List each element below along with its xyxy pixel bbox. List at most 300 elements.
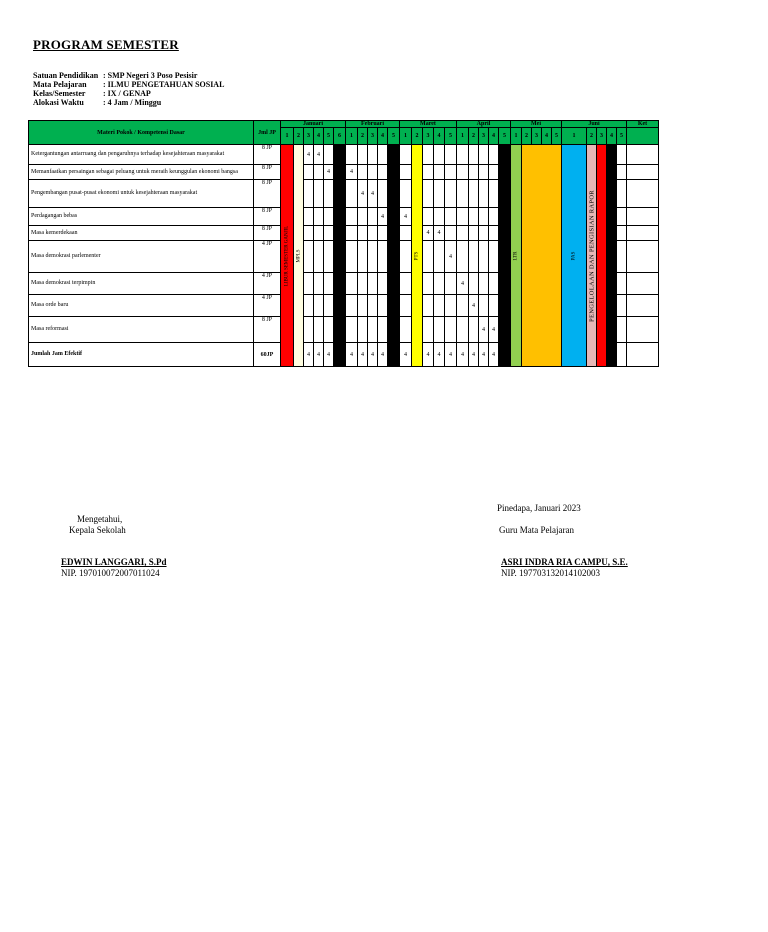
header-week: 2 bbox=[587, 128, 597, 145]
week-cell bbox=[445, 208, 457, 226]
week-cell bbox=[499, 317, 511, 343]
header-week: 6 bbox=[334, 128, 346, 145]
week-cell bbox=[400, 180, 412, 208]
meta-row-satuan bbox=[33, 71, 224, 80]
week-cell bbox=[314, 241, 324, 273]
week-cell bbox=[378, 226, 388, 241]
header-month-april: April bbox=[457, 121, 511, 128]
jp-cell: 8 JP bbox=[254, 145, 281, 165]
week-cell: 4 bbox=[324, 165, 334, 180]
week-cell: 4 bbox=[400, 343, 412, 367]
total-jp: 60JP bbox=[254, 343, 281, 367]
week-cell bbox=[304, 317, 314, 343]
week-cell bbox=[388, 241, 400, 273]
schedule-block-black bbox=[607, 145, 617, 367]
week-cell bbox=[358, 145, 368, 165]
week-cell bbox=[499, 165, 511, 180]
week-cell bbox=[445, 295, 457, 317]
week-cell bbox=[314, 317, 324, 343]
week-cell bbox=[499, 145, 511, 165]
jp-cell: 8 JP bbox=[254, 208, 281, 226]
week-cell bbox=[378, 145, 388, 165]
ket-cell bbox=[627, 273, 659, 295]
header-week: 4 bbox=[607, 128, 617, 145]
week-cell: 4 bbox=[378, 208, 388, 226]
week-cell bbox=[499, 226, 511, 241]
week-cell bbox=[400, 226, 412, 241]
week-cell bbox=[489, 226, 499, 241]
week-cell bbox=[434, 180, 445, 208]
week-cell bbox=[378, 273, 388, 295]
meta-value: : IX / GENAP bbox=[103, 89, 151, 98]
week-cell bbox=[378, 180, 388, 208]
week-cell bbox=[368, 208, 378, 226]
week-cell: 4 bbox=[304, 145, 314, 165]
week-cell bbox=[346, 180, 358, 208]
materi-cell: Ketergantungan antarruang dan pengaruhnya terhadap kesejahteraan masyarakat bbox=[29, 145, 254, 165]
schedule-label-mpls: MPLS bbox=[296, 248, 301, 263]
week-cell bbox=[368, 295, 378, 317]
week-cell bbox=[358, 241, 368, 273]
week-cell bbox=[378, 241, 388, 273]
week-cell bbox=[334, 226, 346, 241]
header-week: 3 bbox=[479, 128, 489, 145]
ket-cell bbox=[627, 180, 659, 208]
week-cell bbox=[457, 165, 469, 180]
week-cell bbox=[400, 145, 412, 165]
program-semester-table bbox=[28, 120, 659, 367]
week-cell bbox=[346, 241, 358, 273]
week-cell bbox=[368, 273, 378, 295]
header-month-mei: Mei bbox=[511, 121, 562, 128]
week-cell bbox=[368, 226, 378, 241]
week-cell bbox=[358, 295, 368, 317]
week-cell bbox=[324, 241, 334, 273]
header-week: 3 bbox=[368, 128, 378, 145]
week-cell bbox=[617, 226, 627, 241]
week-cell bbox=[489, 273, 499, 295]
week-cell bbox=[346, 295, 358, 317]
week-cell bbox=[434, 208, 445, 226]
meta-value: : ILMU PENGETAHUAN SOSIAL bbox=[103, 80, 225, 89]
schedule-label-pts: PTS bbox=[414, 251, 420, 260]
week-cell bbox=[469, 241, 479, 273]
materi-cell: Pengembangan pusat-pusat ekonomi untuk kesejahteraan masyarakat bbox=[29, 180, 254, 208]
week-cell bbox=[479, 295, 489, 317]
week-cell bbox=[388, 226, 400, 241]
header-week: 2 bbox=[522, 128, 532, 145]
week-cell bbox=[304, 295, 314, 317]
signature-right-nip: NIP. 197703132014102003 bbox=[501, 568, 601, 578]
signature-right-role: Guru Mata Pelajaran bbox=[499, 525, 574, 535]
week-cell bbox=[469, 226, 479, 241]
week-cell bbox=[423, 295, 434, 317]
header-week: 3 bbox=[532, 128, 542, 145]
week-cell bbox=[457, 241, 469, 273]
week-cell bbox=[346, 273, 358, 295]
week-cell bbox=[423, 145, 434, 165]
week-cell bbox=[334, 208, 346, 226]
week-cell: 4 bbox=[368, 343, 378, 367]
header-week: 5 bbox=[552, 128, 562, 145]
week-cell bbox=[358, 317, 368, 343]
meta-row-mapel bbox=[33, 80, 224, 89]
materi-cell: Masa demokrasi parlementer bbox=[29, 241, 254, 273]
week-cell: 4 bbox=[445, 343, 457, 367]
header-week: 4 bbox=[489, 128, 499, 145]
ket-cell bbox=[627, 226, 659, 241]
header-week: 1 bbox=[281, 128, 294, 145]
week-cell: 4 bbox=[368, 180, 378, 208]
header-week: 1 bbox=[562, 128, 587, 145]
week-cell bbox=[400, 317, 412, 343]
schedule-block-pas bbox=[562, 145, 587, 367]
ket-cell bbox=[627, 241, 659, 273]
meta-row-kelas bbox=[33, 89, 224, 98]
week-cell bbox=[423, 241, 434, 273]
week-cell bbox=[368, 145, 378, 165]
week-cell: 4 bbox=[324, 343, 334, 367]
meta-label: Mata Pelajaran bbox=[33, 80, 87, 89]
week-cell bbox=[434, 317, 445, 343]
week-cell bbox=[434, 241, 445, 273]
page-title: PROGRAM SEMESTER bbox=[33, 37, 179, 52]
week-cell bbox=[378, 165, 388, 180]
signature-left-nip: NIP. 197010072007011024 bbox=[61, 568, 160, 578]
week-cell bbox=[617, 273, 627, 295]
header-week: 5 bbox=[445, 128, 457, 145]
week-cell bbox=[378, 295, 388, 317]
week-cell: 4 bbox=[489, 343, 499, 367]
ket-cell bbox=[627, 295, 659, 317]
week-cell bbox=[617, 295, 627, 317]
week-cell bbox=[346, 145, 358, 165]
header-week: 1 bbox=[400, 128, 412, 145]
week-cell: 4 bbox=[358, 343, 368, 367]
week-cell bbox=[457, 180, 469, 208]
week-cell bbox=[423, 317, 434, 343]
week-cell: 4 bbox=[434, 343, 445, 367]
week-cell bbox=[400, 273, 412, 295]
week-cell bbox=[368, 241, 378, 273]
week-cell bbox=[324, 180, 334, 208]
schedule-label-rapor: PENGELOLAAN DAN PENGISIAN RAPOR bbox=[588, 189, 595, 322]
meta-label: Satuan Pendidikan bbox=[33, 71, 99, 80]
week-cell bbox=[469, 273, 479, 295]
week-cell bbox=[314, 226, 324, 241]
week-cell bbox=[324, 273, 334, 295]
week-cell: 4 bbox=[378, 343, 388, 367]
week-cell bbox=[334, 273, 346, 295]
week-cell bbox=[469, 208, 479, 226]
week-cell: 4 bbox=[457, 343, 469, 367]
week-cell: 4 bbox=[314, 145, 324, 165]
schedule-block-rapor bbox=[587, 145, 597, 367]
week-cell bbox=[423, 208, 434, 226]
week-cell bbox=[304, 241, 314, 273]
week-cell bbox=[617, 317, 627, 343]
header-week: 2 bbox=[469, 128, 479, 145]
week-cell bbox=[358, 208, 368, 226]
signature-left-title bbox=[69, 514, 126, 536]
week-cell bbox=[617, 165, 627, 180]
schedule-block-pts bbox=[412, 145, 423, 367]
week-cell bbox=[479, 241, 489, 273]
week-cell bbox=[346, 226, 358, 241]
week-cell bbox=[434, 145, 445, 165]
week-cell bbox=[368, 317, 378, 343]
meta-value: : 4 Jam / Minggu bbox=[103, 98, 162, 107]
signature-right-date: Pinedapa, Januari 2023 bbox=[497, 503, 581, 513]
schedule-label-ltr: LTR bbox=[513, 251, 519, 260]
week-cell: 4 bbox=[489, 317, 499, 343]
header-week: 2 bbox=[412, 128, 423, 145]
header-ket: Ket bbox=[627, 121, 659, 128]
week-cell bbox=[489, 180, 499, 208]
header-week: 5 bbox=[388, 128, 400, 145]
jp-cell: 4 JP bbox=[254, 273, 281, 295]
week-cell bbox=[489, 145, 499, 165]
week-cell bbox=[423, 165, 434, 180]
week-cell bbox=[388, 295, 400, 317]
meta-value: : SMP Negeri 3 Poso Pesisir bbox=[103, 71, 198, 80]
signature-left-name: EDWIN LANGGARI, S.Pd bbox=[61, 557, 167, 567]
header-week: 5 bbox=[499, 128, 511, 145]
week-cell bbox=[324, 226, 334, 241]
ket-cell bbox=[627, 343, 659, 367]
week-cell bbox=[617, 241, 627, 273]
week-cell bbox=[324, 317, 334, 343]
week-cell bbox=[617, 180, 627, 208]
week-cell: 4 bbox=[423, 343, 434, 367]
week-cell bbox=[499, 208, 511, 226]
week-cell bbox=[469, 145, 479, 165]
week-cell: 4 bbox=[346, 343, 358, 367]
header-week: 3 bbox=[597, 128, 607, 145]
materi-cell: Masa reformasi bbox=[29, 317, 254, 343]
week-cell bbox=[400, 295, 412, 317]
week-cell bbox=[499, 273, 511, 295]
week-cell: 4 bbox=[479, 343, 489, 367]
week-cell bbox=[388, 180, 400, 208]
week-cell bbox=[358, 165, 368, 180]
header-month-juni: Juni bbox=[562, 121, 627, 128]
week-cell bbox=[617, 208, 627, 226]
week-cell bbox=[334, 317, 346, 343]
jp-cell: 4 JP bbox=[254, 241, 281, 273]
week-cell bbox=[479, 273, 489, 295]
jp-cell: 8 JP bbox=[254, 165, 281, 180]
table-header-months bbox=[29, 121, 659, 128]
jp-cell: 8 JP bbox=[254, 180, 281, 208]
signature-left-block bbox=[61, 557, 167, 579]
meta-label: Alokasi Waktu bbox=[33, 98, 84, 107]
week-cell bbox=[479, 208, 489, 226]
week-cell bbox=[314, 180, 324, 208]
week-cell bbox=[445, 273, 457, 295]
week-cell bbox=[499, 180, 511, 208]
week-cell: 4 bbox=[400, 208, 412, 226]
header-materi: Materi Pokok / Kompetensi Dasar bbox=[29, 121, 254, 145]
week-cell: 4 bbox=[457, 273, 469, 295]
week-cell: 4 bbox=[304, 343, 314, 367]
schedule-block-red bbox=[597, 145, 607, 367]
week-cell bbox=[304, 226, 314, 241]
week-cell: 4 bbox=[423, 226, 434, 241]
week-cell bbox=[388, 165, 400, 180]
week-cell bbox=[400, 241, 412, 273]
week-cell: 4 bbox=[358, 180, 368, 208]
week-cell bbox=[434, 165, 445, 180]
week-cell bbox=[457, 226, 469, 241]
jp-cell: 4 JP bbox=[254, 295, 281, 317]
week-cell bbox=[457, 295, 469, 317]
week-cell bbox=[469, 317, 479, 343]
header-ket-blank bbox=[627, 128, 659, 145]
header-month-maret: Maret bbox=[400, 121, 457, 128]
header-week: 4 bbox=[542, 128, 552, 145]
header-week: 5 bbox=[617, 128, 627, 145]
week-cell bbox=[388, 343, 400, 367]
week-cell bbox=[378, 317, 388, 343]
week-cell: 4 bbox=[346, 165, 358, 180]
week-cell bbox=[388, 145, 400, 165]
week-cell bbox=[489, 208, 499, 226]
ket-cell bbox=[627, 208, 659, 226]
week-cell bbox=[489, 241, 499, 273]
signature-right-block bbox=[501, 557, 628, 579]
week-cell: 4 bbox=[469, 343, 479, 367]
week-cell bbox=[304, 165, 314, 180]
jp-cell: 8 JP bbox=[254, 226, 281, 241]
week-cell bbox=[368, 165, 378, 180]
week-cell bbox=[314, 295, 324, 317]
week-cell bbox=[304, 208, 314, 226]
week-cell bbox=[334, 343, 346, 367]
week-cell bbox=[400, 165, 412, 180]
schedule-block-mpls bbox=[294, 145, 304, 367]
jp-cell: 8 JP bbox=[254, 317, 281, 343]
header-week: 5 bbox=[324, 128, 334, 145]
week-cell bbox=[324, 145, 334, 165]
schedule-block-orange bbox=[522, 145, 562, 367]
materi-cell: Masa kemerdekaan bbox=[29, 226, 254, 241]
week-cell: 4 bbox=[479, 317, 489, 343]
week-cell bbox=[445, 180, 457, 208]
week-cell bbox=[489, 295, 499, 317]
week-cell bbox=[469, 165, 479, 180]
total-label: Jumlah Jam Efektif bbox=[29, 343, 254, 367]
week-cell bbox=[358, 273, 368, 295]
week-cell bbox=[479, 145, 489, 165]
materi-cell: Masa demokrasi terpimpin bbox=[29, 273, 254, 295]
week-cell bbox=[346, 208, 358, 226]
week-cell bbox=[499, 295, 511, 317]
week-cell bbox=[334, 165, 346, 180]
header-week: 2 bbox=[294, 128, 304, 145]
schedule-block-ltr bbox=[511, 145, 522, 367]
week-cell bbox=[314, 273, 324, 295]
week-cell bbox=[346, 317, 358, 343]
week-cell bbox=[314, 165, 324, 180]
week-cell bbox=[499, 241, 511, 273]
week-cell bbox=[334, 180, 346, 208]
week-cell bbox=[388, 208, 400, 226]
table-row bbox=[29, 145, 659, 165]
header-week: 1 bbox=[346, 128, 358, 145]
meta-label: Kelas/Semester bbox=[33, 89, 86, 98]
week-cell bbox=[457, 317, 469, 343]
materi-cell: Memanfaatkan persaingan sebagai peluang untuk meraih keunggulan ekonomi bangsa bbox=[29, 165, 254, 180]
week-cell bbox=[304, 273, 314, 295]
header-week: 1 bbox=[511, 128, 522, 145]
header-week: 4 bbox=[378, 128, 388, 145]
week-cell bbox=[434, 295, 445, 317]
header-jml: Jml JP bbox=[254, 121, 281, 145]
week-cell bbox=[388, 273, 400, 295]
week-cell bbox=[457, 208, 469, 226]
ket-cell bbox=[627, 145, 659, 165]
week-cell bbox=[423, 273, 434, 295]
week-cell bbox=[445, 226, 457, 241]
week-cell bbox=[334, 145, 346, 165]
week-cell: 4 bbox=[445, 241, 457, 273]
week-cell: 4 bbox=[469, 295, 479, 317]
week-cell bbox=[388, 317, 400, 343]
week-cell bbox=[617, 145, 627, 165]
week-cell bbox=[445, 145, 457, 165]
signature-left-line1: Mengetahui, bbox=[77, 514, 123, 524]
week-cell bbox=[479, 165, 489, 180]
header-week: 1 bbox=[457, 128, 469, 145]
header-week: 4 bbox=[314, 128, 324, 145]
week-cell bbox=[434, 273, 445, 295]
header-week: 3 bbox=[304, 128, 314, 145]
signature-right-name: ASRI INDRA RIA CAMPU, S.E. bbox=[501, 557, 628, 567]
header-week: 4 bbox=[434, 128, 445, 145]
schedule-block-libur bbox=[281, 145, 294, 367]
week-cell bbox=[334, 295, 346, 317]
week-cell bbox=[469, 180, 479, 208]
meta-row-alokasi bbox=[33, 98, 224, 107]
week-cell: 4 bbox=[314, 343, 324, 367]
week-cell bbox=[617, 343, 627, 367]
week-cell bbox=[445, 317, 457, 343]
schedule-label-libur: LIBUR SEMESTER GANJIL bbox=[284, 225, 290, 286]
header-week: 3 bbox=[423, 128, 434, 145]
schedule-label-pas: PAS bbox=[571, 251, 577, 260]
week-cell bbox=[304, 180, 314, 208]
header-week: 2 bbox=[358, 128, 368, 145]
week-cell bbox=[457, 145, 469, 165]
week-cell bbox=[324, 208, 334, 226]
week-cell bbox=[489, 165, 499, 180]
week-cell bbox=[445, 165, 457, 180]
week-cell bbox=[334, 241, 346, 273]
header-month-februari: Februari bbox=[346, 121, 400, 128]
week-cell: 4 bbox=[434, 226, 445, 241]
header-month-januari: Januari bbox=[281, 121, 346, 128]
ket-cell bbox=[627, 317, 659, 343]
materi-cell: Perdagangan bebas bbox=[29, 208, 254, 226]
ket-cell bbox=[627, 165, 659, 180]
week-cell bbox=[324, 295, 334, 317]
week-cell bbox=[499, 343, 511, 367]
document-meta bbox=[33, 71, 224, 107]
signature-left-line2: Kepala Sekolah bbox=[69, 525, 126, 535]
materi-cell: Masa orde baru bbox=[29, 295, 254, 317]
week-cell bbox=[423, 180, 434, 208]
